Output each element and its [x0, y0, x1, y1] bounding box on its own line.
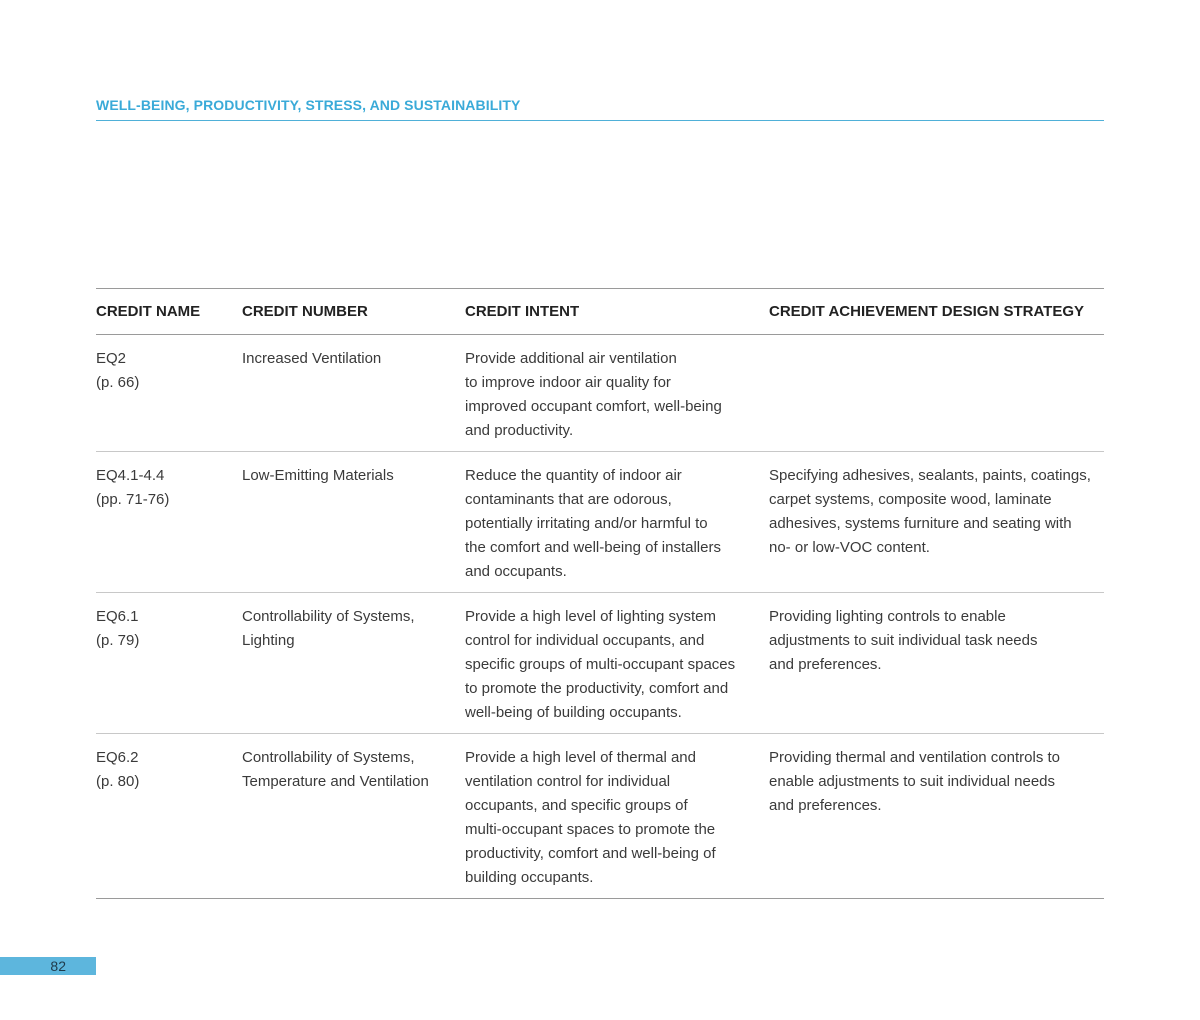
cell-text-line: and preferences.: [769, 797, 882, 814]
credit-name-cell: [96, 335, 242, 452]
column-header-credit-number: CREDIT NUMBER: [242, 289, 465, 335]
design-strategy-cell: [769, 593, 1104, 734]
page-number: 82: [50, 958, 66, 974]
table-row: [96, 452, 1104, 593]
cell-text-line: Controllability of Systems,: [242, 608, 415, 625]
credit-number-cell: [242, 335, 465, 452]
credit-intent-cell: [465, 335, 769, 452]
cell-text-line: EQ4.1-4.4: [96, 467, 165, 484]
cell-text-line: adhesives, systems furniture and seating with: [769, 515, 1072, 532]
table-body: [96, 335, 1104, 899]
credit-number-cell: [242, 452, 465, 593]
cell-text-line: multi-occupant spaces to promote the: [465, 821, 716, 838]
cell-text-line: EQ6.2: [96, 749, 139, 766]
cell-text-line: Provide a high level of lighting system: [465, 608, 716, 625]
cell-text-line: Provide additional air ventilation: [465, 350, 677, 367]
cell-text-line: (p. 80): [96, 773, 140, 790]
column-header-credit-intent: CREDIT INTENT: [465, 289, 769, 335]
cell-text-line: occupants, and specific groups of: [465, 797, 688, 814]
credit-intent-cell: [465, 452, 769, 593]
cell-text-line: and preferences.: [769, 656, 882, 673]
cell-text-line: and productivity.: [465, 422, 574, 439]
column-header-design-strategy: CREDIT ACHIEVEMENT DESIGN STRATEGY: [769, 289, 1104, 335]
credit-intent-cell: [465, 593, 769, 734]
table-row: [96, 593, 1104, 734]
cell-text-line: Low-Emitting Materials: [242, 467, 394, 484]
credit-number-cell: [242, 593, 465, 734]
column-header-credit-name: CREDIT NAME: [96, 289, 242, 335]
cell-text-line: adjustments to suit individual task needs: [769, 632, 1038, 649]
section-title: WELL-BEING, PRODUCTIVITY, STRESS, AND SUSTAINABILITY: [96, 97, 521, 113]
page-number-tab: [0, 957, 96, 975]
cell-text-line: the comfort and well-being of installers: [465, 539, 721, 556]
cell-text-line: no- or low-VOC content.: [769, 539, 930, 556]
credit-name-cell: [96, 734, 242, 899]
cell-text-line: Provide a high level of thermal and: [465, 749, 696, 766]
cell-text-line: building occupants.: [465, 869, 594, 886]
table-row: [96, 734, 1104, 899]
credit-name-cell: [96, 452, 242, 593]
cell-text-line: Temperature and Ventilation: [242, 773, 429, 790]
cell-text-line: Lighting: [242, 632, 295, 649]
credit-intent-cell: [465, 734, 769, 899]
cell-text-line: Specifying adhesives, sealants, paints, coatings,: [769, 467, 1091, 484]
cell-text-line: Increased Ventilation: [242, 350, 382, 367]
cell-text-line: contaminants that are odorous,: [465, 491, 672, 508]
cell-text-line: carpet systems, composite wood, laminate: [769, 491, 1052, 508]
cell-text-line: productivity, comfort and well-being of: [465, 845, 716, 862]
design-strategy-cell: [769, 335, 1104, 452]
credit-number-cell: [242, 734, 465, 899]
cell-text-line: well-being of building occupants.: [465, 704, 682, 721]
cell-text-line: specific groups of multi-occupant spaces: [465, 656, 736, 673]
cell-text-line: Controllability of Systems,: [242, 749, 415, 766]
section-header: [96, 95, 1104, 121]
table-row: [96, 335, 1104, 452]
cell-text-line: enable adjustments to suit individual needs: [769, 773, 1056, 790]
cell-text-line: Providing thermal and ventilation controls to: [769, 749, 1060, 766]
credits-table: [96, 288, 1104, 899]
design-strategy-cell: [769, 734, 1104, 899]
cell-text-line: control for individual occupants, and: [465, 632, 705, 649]
design-strategy-cell: [769, 452, 1104, 593]
cell-text-line: improved occupant comfort, well-being: [465, 398, 722, 415]
cell-text-line: (p. 79): [96, 632, 140, 649]
cell-text-line: EQ2: [96, 350, 127, 367]
cell-text-line: Reduce the quantity of indoor air: [465, 467, 682, 484]
cell-text-line: and occupants.: [465, 563, 567, 580]
cell-text-line: to improve indoor air quality for: [465, 374, 671, 391]
cell-text-line: (pp. 71-76): [96, 491, 170, 508]
cell-text-line: (p. 66): [96, 374, 140, 391]
cell-text-line: Providing lighting controls to enable: [769, 608, 1006, 625]
credit-name-cell: [96, 593, 242, 734]
cell-text-line: ventilation control for individual: [465, 773, 671, 790]
table-header-row: [96, 289, 1104, 335]
cell-text-line: EQ6.1: [96, 608, 139, 625]
cell-text-line: to promote the productivity, comfort and: [465, 680, 729, 697]
cell-text-line: potentially irritating and/or harmful to: [465, 515, 708, 532]
